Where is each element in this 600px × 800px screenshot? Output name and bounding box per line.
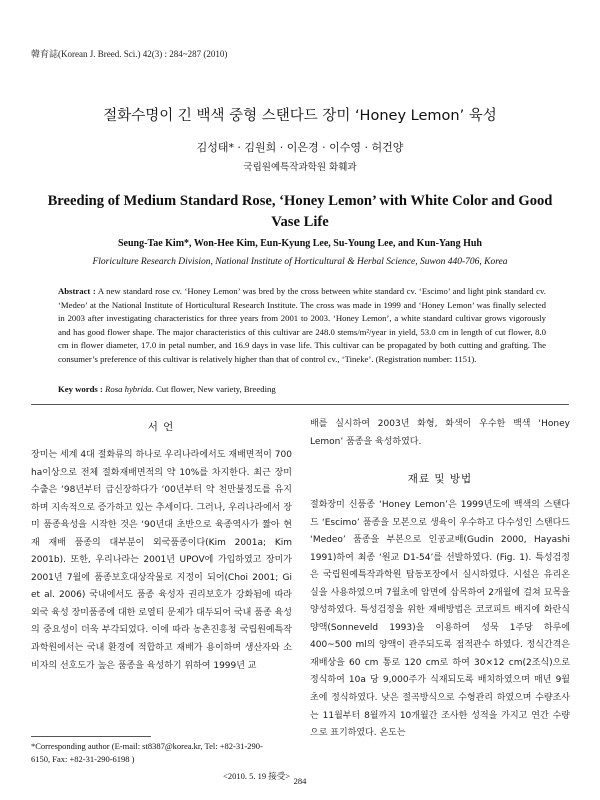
keywords-label: Key words : [58, 384, 103, 394]
keywords-rest: . Cut flower, New variety, Breeding [151, 384, 276, 394]
keyword-species: Rosa hybrida [105, 384, 152, 394]
intro-continued [310, 416, 570, 451]
methods-paragraph: 절화장미 신품종 ‘Honey Lemon’은 1999년도에 백색의 스탠다드 ‘Escimo’ 품종을 모본으로 생육이 우수하고 다수성인 스탠다드 ‘Medeo’ 품종을 부본으로 인공교배(Gudin 2000, Hayashi 1991)하여 최종 ‘원교 D1-54’를 선발하였다. (Fig. 1). 특성검정은 국립원예특작과학원 탑동포장에서 실시하였다. 시설은 유리온실을 사용하였으며 7월초에 암면에 삽목하여 2개월에 걸쳐 묘목을 양성하였다. 특성검정을 위한 재배방법은 코코피트 배지에 화란식 양액(Sonneveld 1993)을 이용하여 성묵 1주당 하루에 400~500 ml의 양액이 관주되도록 점적관수 하였다. 정식간격은 재배상을 60 cm 통로 120 cm로 하여 30×12 cm(2조식)으로 정식하여 10a 당 9,000주가 식재되도록 배치하였으며 매년 9월 초에 정식하였다. 낮은 절곡방식으로 수형관리 하였으며 수량조사는 11월부터 8월까지 10개월간 조사한 성적을 가지고 연간 수량으로 표기하였다. 온도는 [310, 500, 570, 739]
title-korean: 절화수명이 긴 백색 중형 스탠다드 장미 ‘Honey Lemon’ 육성 [103, 108, 497, 124]
keywords [58, 384, 546, 394]
intro-continued-paragraph: 배를 실시하여 2003년 화형, 화색이 우수한 백색 ‘Honey Lemon’ 품종을 육성하였다. [310, 419, 570, 447]
authors-korean: 김성태* · 김원희 · 이은경 · 이수영 · 허건양 [196, 141, 404, 154]
affiliation-korean: 국립원예특작과학원 화훼과 [243, 162, 357, 173]
abstract-text: A new standard rose cv. ‘Honey Lemon’ was bred by the cross between white standard cv. ‘Escimo’ and light pink standard cv. ‘Medeo’ at the National Institute of Horticultural Research Institute. The cross was made in 1999 and ‘Honey Lemon’ was finally selected in 2003 after investigating characteristics for three years from 2001 to 2003. ‘Honey Lemon’, a white standard cultivar grows vigorously and has good flower shape. The major characteristics of this cultivar are 248.0 stems/m²/year in yield, 53.0 cm in length of cut flower, 8.0 cm in flower diameter, 17.0 in petal number, and 16.9 days in vase life. This cultivar can be propagated by both cutting and grafting. The consumer’s preference of this cultivar is relatively higher than that of control cv., ‘Tineke’. (Registration number: 1151). [58, 286, 546, 364]
page-number: 284 [293, 776, 307, 786]
methods-body [310, 497, 570, 743]
intro-heading: 서 언 [147, 421, 175, 433]
intro-paragraph: 장미는 세계 4대 절화류의 하나로 우리나라에서도 재배면적이 700 ha이상으로 전체 절화재배면적의 약 10%를 차지한다. 최근 장미 수출은 ‘98년부터 급신장하다가 ‘00년부터 약 천만불정도를 유지하며 지속적으로 증가하고 있는 추세이다. 그러나, 우리나라에서 장미 품종육성을 시작한 것은 ‘90년대 초반으로 육종역사가 짧아 현재 재배 품종의 대부분이 외국품종이다(Kim 2001a; Kim 2001b). 또한, 우리나라는 2001년 UPOV에 가입하였고 장미가 2001년 7월에 품종보호대상작물로 지정이 되어(Choi 2001; Gi et al. 2006) 국내에서도 품종 육성자 권리보호가 강화됨에 따라 외국 육성 장미품종에 대한 로열티 문제가 대두되어 국내 품종 육성의 중요성이 더욱 부각되었다. 이에 따라 농촌진흥청 국립원예특작과학원에서는 국내 환경에 적합하고 재배가 용이하며 생산자와 소비자의 선호도가 높은 품종을 육성하기 위하여 1999년 교 [31, 450, 292, 671]
abstract-label: Abstract : [58, 286, 96, 296]
received-date: <2010. 5. 19 接受> [223, 771, 290, 781]
affiliation-english: Floriculture Research Division, National Institute of Horticultural & Herbal Science, Suwon 440-706, Korea [92, 257, 508, 267]
methods-heading: 재료 및 방법 [407, 473, 473, 485]
journal-citation: 韓育誌(Korean J. Breed. Sci.) 42(3) : 284~287 (2010) [31, 49, 228, 59]
abstract [58, 285, 546, 367]
intro-body [31, 447, 292, 675]
corresponding-author-footnote: *Corresponding author (E-mail: st8387@korea.kr, Tel: +82-31-290-6150, Fax: +82-31-290-6198 ) [31, 741, 263, 764]
footnote-rule [31, 736, 151, 737]
title-english: Breeding of Medium Standard Rose, ‘Honey Lemon’ with White Color and Good Vase Life [47, 193, 553, 230]
authors-english: Seung-Tae Kim*, Won-Hee Kim, Eun-Kyung Lee, Su-Young Lee, and Kun-Yang Huh [118, 238, 482, 249]
section-divider [31, 404, 569, 405]
